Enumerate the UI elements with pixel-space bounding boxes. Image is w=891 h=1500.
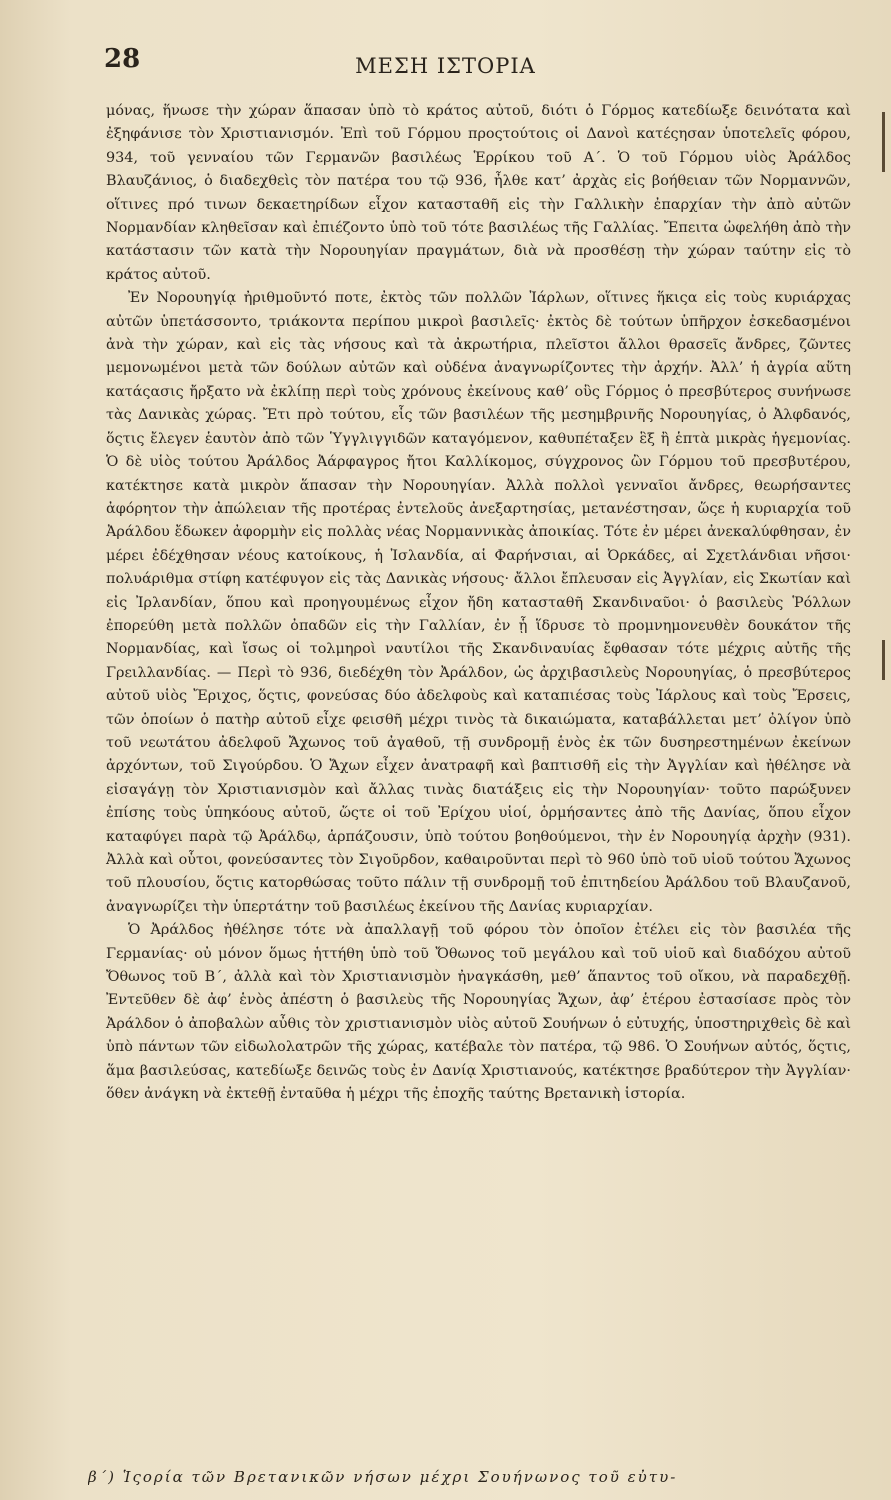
page-edge-mark [882, 112, 885, 172]
paragraph: Ὁ Ἀράλδος ἠθέλησε τότε νὰ ἀπαλλαγῇ τοῦ φόρου τὸν ὁποῖον ἐτέλει εἰς τὸν βασιλέα τῆς Γερμανίας· οὐ μόνον ὅμως ἡττήθη ὑπὸ τοῦ Ὄθωνος τοῦ μεγάλου καὶ τοῦ υἱοῦ καὶ διαδόχου αὐτοῦ Ὄθωνος τοῦ Β΄, ἀλλὰ καὶ τὸν Χριστιανισμὸν ἠναγκάσθη, μεθ’ ἅπαντος τοῦ οἴκου, νὰ παραδεχθῇ. Ἐντεῦθεν δὲ ἀφ’ ἑνὸς ἀπέστη ὁ βασιλεὺς τῆς Νορουηγίας Ἄχων, ἀφ’ ἑτέρου ἐστασίασε πρὸς τὸν Ἀράλδον ὁ ἀποβαλὼν αὖθις τὸν χριστιανισμὸν υἱὸς αὐτοῦ Σουήνων ὁ εὐτυχής, ὑποστηριχθεὶς δὲ καὶ ὑπὸ πάντων τῶν εἰδωλολατρῶν τῆς χώρας, κατέβαλε τὸν πατέρα, τῷ 986. Ὁ Σουήνων αὐτός, ὅςτις, ἅμα βασιλεύσας, κατεδίωξε δεινῶς τοὺς ἐν Δανίᾳ Χριστιανούς, κατέκτησε βραδύτερον τὴν Ἀγγλίαν· ὅθεν ἀνάγκη νὰ ἐκτεθῇ ἐνταῦθα ἡ μέχρι τῆς ἐποχῆς ταύτης Βρετανικὴ ἱστορία. [106, 922, 851, 1103]
section-heading: β΄) Ἱςορία τῶν Βρετανικῶν νήσων μέχρι Σουήνωνος τοῦ εὐτυ- [88, 1468, 678, 1486]
body-text [106, 100, 851, 1106]
page-header [0, 40, 891, 90]
paragraph: μόνας, ἥνωσε τὴν χώραν ἅπασαν ὑπὸ τὸ κράτος αὐτοῦ, διότι ὁ Γόρμος κατεδίωξε δεινότατα καὶ ἐξηφάνισε τὸν Χριστιανισμόν. Ἐπὶ τοῦ Γόρμου προςτούτοις οἱ Δανοὶ κατέςησαν ὑποτελεῖς φόρου, 934, τοῦ γενναίου τῶν Γερμανῶν βασιλέως Ἑρρίκου τοῦ Α΄. Ὁ τοῦ Γόρμου υἱὸς Ἀράλδος Βλαυζάνιος, ὁ διαδεχθεὶς τὸν πατέρα του τῷ 936, ἦλθε κατ’ ἀρχὰς εἰς βοήθειαν τῶν Νορμαννῶν, οἵτινες πρό τινων δεκαετηρίδων εἶχον κατασταθῆ εἰς τὴν Γαλλικὴν ἐπαρχίαν τὴν ἀπὸ αὐτῶν Νορμανδίαν κληθεῖσαν καὶ ἐπιέζοντο ὑπὸ τοῦ τότε βασιλέως τῆς Γαλλίας. Ἔπειτα ὠφελήθη ἀπὸ τὴν κατάστασιν τῶν κατὰ τὴν Νορουηγίαν πραγμάτων, διὰ νὰ προσθέσῃ τὴν χώραν ταύτην εἰς τὸ κράτος αὐτοῦ. [106, 103, 851, 283]
page-edge-mark [882, 640, 885, 680]
page-number: 28 [104, 44, 141, 74]
running-title: ΜΕΣΗ ΙΣΤΟΡΙΑ [355, 54, 536, 78]
paragraph: Ἐν Νορουηγίᾳ ἠριθμοῦντό ποτε, ἐκτὸς τῶν πολλῶν Ἰάρλων, οἵτινες ἥκιςα εἰς τοὺς κυριάρχας αὐτῶν ὑπετάσσοντο, τριάκοντα περίπου μικροὶ βασιλεῖς· ἐκτὸς δὲ τούτων ὑπῆρχον ἐσκεδασμένοι ἀνὰ τὴν χώραν, καὶ εἰς τὰς νήσους καὶ τὰ ἀκρωτήρια, πλεῖστοι ἄλλοι θρασεῖς ἄνδρες, ζῶντες μεμονωμένοι μετὰ τῶν δούλων αὐτῶν καὶ οὐδένα ἀναγνωρίζοντες τὴν ἀρχήν. Ἀλλ’ ἡ ἀγρία αὕτη κατάςασις ἤρξατο νὰ ἐκλίπῃ περὶ τοὺς χρόνους ἐκείνους καθ’ οὓς Γόρμος ὁ πρεσβύτερος συνήνωσε τὰς Δανικὰς χώρας. Ἔτι πρὸ τούτου, εἷς τῶν βασιλέων τῆς μεσημβρινῆς Νορουηγίας, ὁ Ἀλφδανός, ὅςτις ἔλεγεν ἑαυτὸν ἀπὸ τῶν Ὑγγλιγγιδῶν καταγόμενον, καθυπέταξεν ἓξ ἢ ἑπτὰ μικρὰς ἡγεμονίας. Ὁ δὲ υἱὸς τούτου Ἀράλδος Ἀάρφαγρος ἤτοι Καλλίκομος, σύγχρονος ὢν Γόρμου τοῦ πρεσβυτέρου, κατέκτησε κατὰ μικρὸν ἅπασαν τὴν Νορουηγίαν. Ἀλλὰ πολλοὶ γενναῖοι ἄνδρες, θεωρήσαντες ἀφόρητον τὴν ἀπώλειαν τῆς προτέρας ἐντελοῦς ἀνεξαρτησίας, μετανέστησαν, ὥςε ἡ κυριαρχία τοῦ Ἀράλδου ἔδωκεν ἀφορμὴν εἰς πολλὰς νέας Νορμαννικὰς ἀποικίας. Τότε ἐν μέρει ἀνεκαλύφθησαν, ἐν μέρει ἐδέχθησαν νέους κατοίκους, ἡ Ἰσλανδία, αἱ Φαρήνσιαι, αἱ Ὀρκάδες, αἱ Σχετλάνδιαι νῆσοι· πολυάριθμα στίφη κατέφυγον εἰς τὰς Δανικὰς νήσους· ἄλλοι ἔπλευσαν εἰς Ἀγγλίαν, εἰς Σκωτίαν καὶ εἰς Ἰρλανδίαν, ὅπου καὶ προηγουμένως εἶχον ἤδη κατασταθῆ Σκανδιναῦοι· ὁ βασιλεὺς Ῥόλλων ἐπορεύθη μετὰ πολλῶν ὀπαδῶν εἰς τὴν Γαλλίαν, ἐν ᾗ ἵδρυσε τὸ προμνημονευθὲν δουκάτον τῆς Νορμανδίας, καὶ ἴσως οἱ τολμηροὶ ναυτίλοι τῆς Σκανδιναυίας ἔφθασαν τότε μέχρις αὐτῆς τῆς Γρειλλανδίας. — Περὶ τὸ 936, διεδέχθη τὸν Ἀράλδον, ὡς ἀρχιβασιλεὺς Νορουηγίας, ὁ πρεσβύτερος αὐτοῦ υἱὸς Ἔριχος, ὅςτις, φονεύσας δύο ἀδελφοὺς καὶ καταπιέσας τοὺς Ἰάρλους καὶ τοὺς Ἔρσεις, τῶν ὁποίων ὁ πατὴρ αὐτοῦ εἶχε φεισθῆ μέχρι τινὸς τὰ δικαιώματα, καταβάλλεται μετ’ ὀλίγον ὑπὸ τοῦ νεωτάτου ἀδελφοῦ Ἄχωνος τοῦ ἀγαθοῦ, τῇ συνδρομῇ ἑνὸς ἐκ τῶν δυσηρεστημένων ἐκείνων ἀρχόντων, τοῦ Σιγούρδου. Ὁ Ἄχων εἶχεν ἀνατραφῆ καὶ βαπτισθῆ εἰς τὴν Ἀγγλίαν καὶ ἠθέλησε νὰ εἰσαγάγῃ τὸν Χριστιανισμὸν καὶ ἄλλας τινὰς διατάξεις εἰς τὴν Νορουηγίαν· τοῦτο παρώξυνεν ἐπίσης τοὺς ὑπηκόους αὐτοῦ, ὥςτε οἱ τοῦ Ἐρίχου υἱοί, ὁρμήσαντες ἀπὸ τῆς Δανίας, ὅπου εἶχον καταφύγει παρὰ τῷ Ἀράλδῳ, ἁρπάζουσιν, ὑπὸ τούτου βοηθούμενοι, τὴν ἐν Νορουηγίᾳ ἀρχὴν (931). Ἀλλὰ καὶ οὗτοι, φονεύσαντες τὸν Σιγοῦρδον, καθαιροῦνται περὶ τὸ 960 ὑπὸ τοῦ υἱοῦ τούτου Ἄχωνος τοῦ πλουσίου, ὅςτις κατορθώσας τοῦτο πάλιν τῇ συνδρομῇ τοῦ ἐπιτηδείου Ἀράλδου τοῦ Βλαυζανοῦ, ἀναγνωρίζει τὴν ὑπερτάτην τοῦ βασιλέως ἐκείνου τῆς Δανίας κυριαρχίαν. [106, 290, 851, 915]
